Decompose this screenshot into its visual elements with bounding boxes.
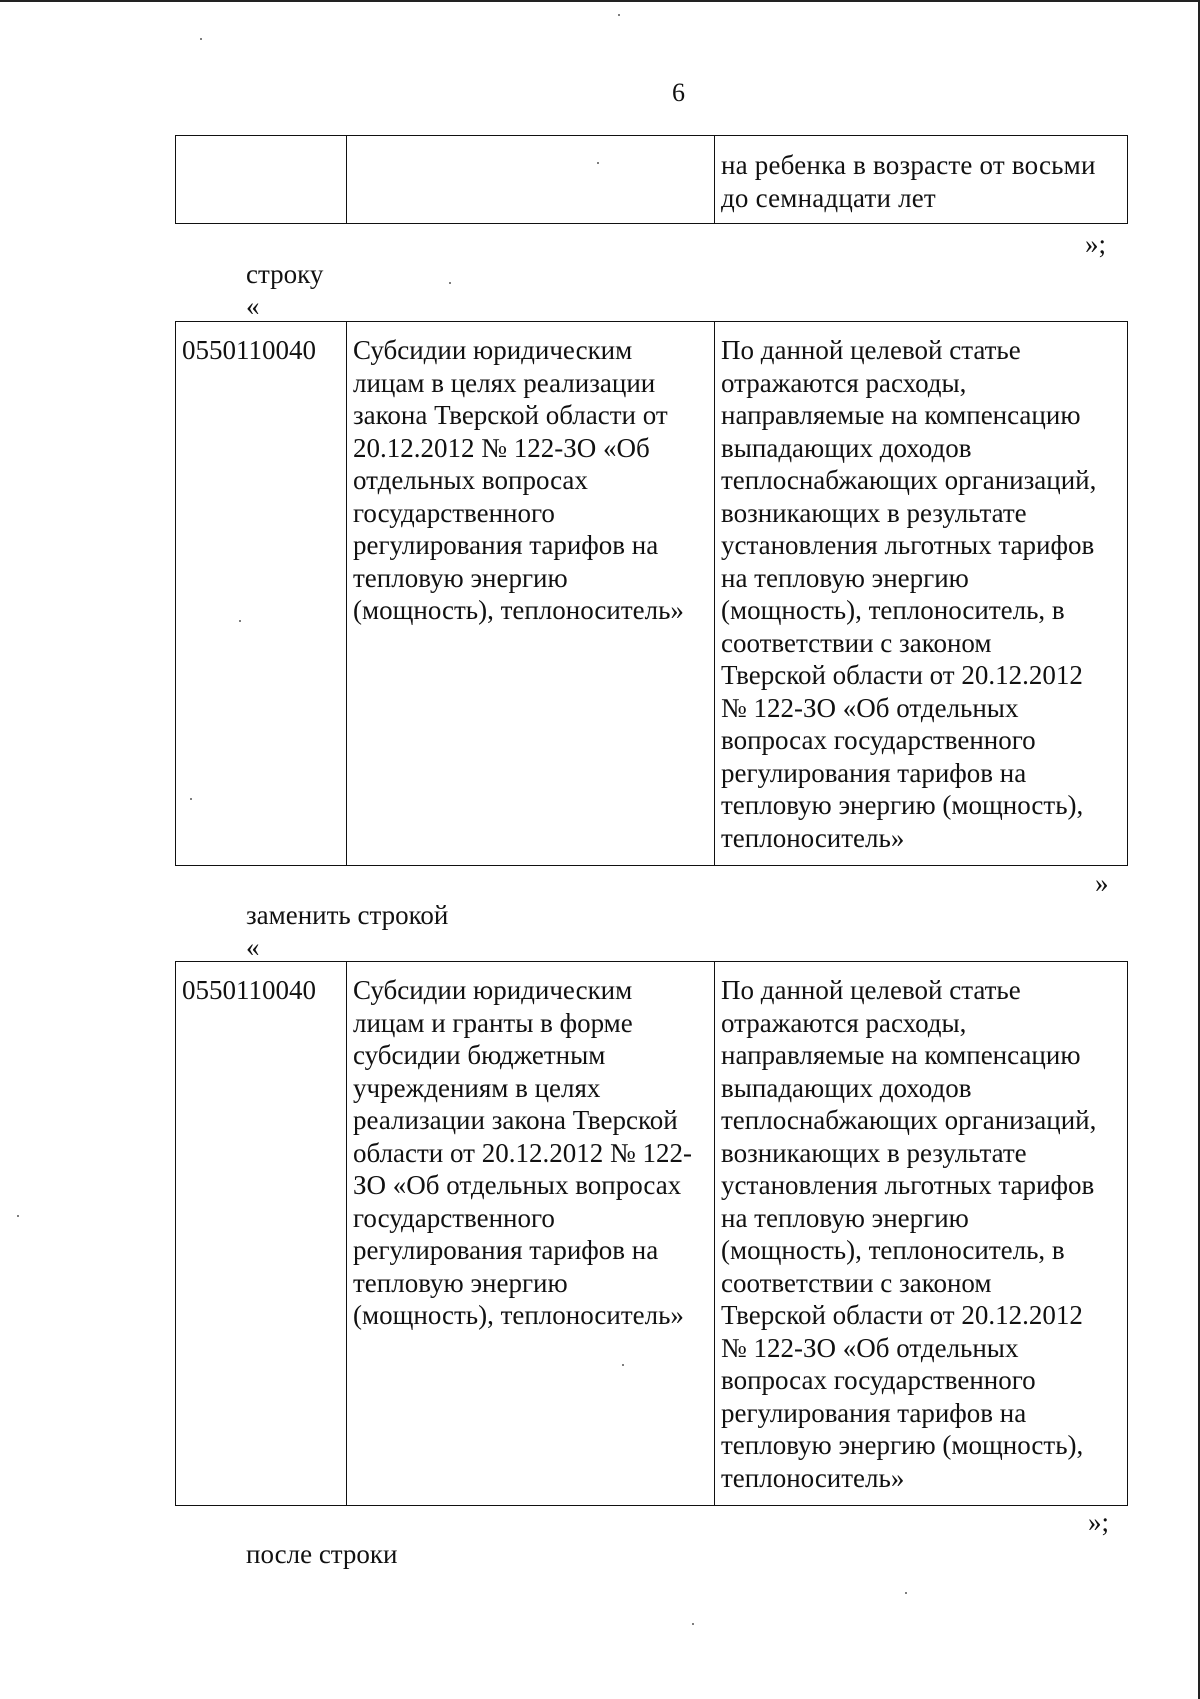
scan-speck <box>17 1215 19 1217</box>
closing-quote-top: »; <box>1085 229 1107 259</box>
table-continuation <box>175 135 1128 224</box>
closing-quote-old: » <box>1095 868 1109 898</box>
scan-speck <box>905 1592 907 1594</box>
instruction-line-stroku: строку <box>246 259 324 289</box>
closing-quote-new: »; <box>1088 1507 1110 1537</box>
instruction-line-after: после строки <box>246 1539 398 1569</box>
table-row <box>176 136 1128 224</box>
scan-speck <box>692 1623 694 1625</box>
table-row <box>176 322 1128 866</box>
opening-quote-old: « <box>246 291 260 321</box>
page-number: 6 <box>672 78 685 107</box>
code-cell: 0550110040 <box>176 962 347 1506</box>
scan-speck <box>239 620 241 622</box>
name-cell: Субсидии юридическим лицам и гранты в форме субсидии бюджетным учреждениям в целях реализации закона Тверской области от 20.12.2012 № 122- ЗО «Об отдельных вопросах государственного регулирования тарифов на тепловую энергию (мощность), теплоноситель» <box>347 962 715 1506</box>
description-cell: По данной целевой статье отражаются расходы, направляемые на компенсацию выпадающих доходов теплоснабжающих организаций, возникающих в результате установления льготных тарифов на тепловую энергию (мощность), теплоноситель, в соответствии с законом Тверской области от 20.12.2012 № 122-ЗО «Об отдельных вопросах государственного регулирования тарифов на тепловую энергию (мощность), теплоноситель» <box>715 322 1128 866</box>
description-cell: на ребенка в возрасте от восьми до семнадцати лет <box>715 136 1128 224</box>
table-row <box>176 962 1128 1506</box>
table-old-row <box>175 321 1128 866</box>
scan-speck <box>190 798 192 800</box>
name-cell <box>347 136 715 224</box>
scan-speck <box>449 282 451 284</box>
scan-speck <box>622 1364 624 1366</box>
code-cell: 0550110040 <box>176 322 347 866</box>
scan-speck <box>618 14 620 16</box>
scan-speck <box>597 162 599 164</box>
opening-quote-new: « <box>246 932 260 962</box>
instruction-line-replace: заменить строкой <box>246 900 449 930</box>
table-new-row <box>175 961 1128 1506</box>
scan-speck <box>200 38 202 40</box>
name-cell: Субсидии юридическим лицам в целях реализации закона Тверской области от 20.12.2012 № 122-ЗО «Об отдельных вопросах государственного регулирования тарифов на тепловую энергию (мощность), теплоноситель» <box>347 322 715 866</box>
description-cell: По данной целевой статье отражаются расходы, направляемые на компенсацию выпадающих доходов теплоснабжающих организаций, возникающих в результате установления льготных тарифов на тепловую энергию (мощность), теплоноситель, в соответствии с законом Тверской области от 20.12.2012 № 122-ЗО «Об отдельных вопросах государственного регулирования тарифов на тепловую энергию (мощность), теплоноситель» <box>715 962 1128 1506</box>
code-cell <box>176 136 347 224</box>
